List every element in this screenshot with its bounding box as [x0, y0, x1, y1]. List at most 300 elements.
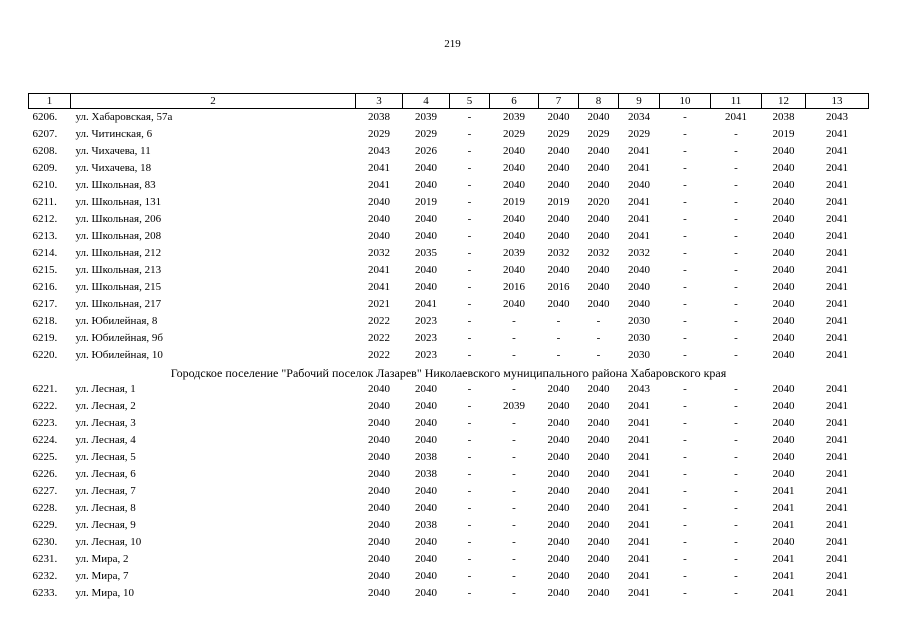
year-cell: 2040: [547, 485, 570, 497]
year-cell: -: [683, 400, 687, 412]
year-cell: -: [596, 315, 601, 327]
year-cell: 2040: [368, 417, 390, 429]
year-cell: 2032: [587, 247, 610, 259]
year-cell: 2040: [628, 264, 650, 276]
year-cell: 2040: [772, 179, 795, 191]
year-cell: -: [467, 434, 472, 446]
year-cell: 2041: [628, 417, 650, 429]
row-number-cell: 6210.: [32, 179, 58, 191]
year-cell: 2041: [826, 485, 848, 497]
year-cell: 2040: [772, 247, 795, 259]
address-cell: ул. Хабаровская, 57а: [75, 111, 173, 123]
year-cell: -: [734, 213, 738, 225]
year-cell: 2040: [587, 570, 610, 582]
year-cell: 2040: [547, 111, 570, 123]
year-cell: -: [734, 247, 738, 259]
year-cell: 2019: [415, 196, 437, 208]
year-cell: -: [512, 349, 516, 361]
year-cell: 2041: [826, 434, 848, 446]
row-number-cell: 6220.: [32, 349, 58, 361]
row-number-cell: 6226.: [32, 468, 58, 480]
row-number-cell: 6228.: [32, 502, 58, 514]
address-cell: ул. Лесная, 7: [75, 485, 136, 497]
year-cell: 2041: [772, 587, 795, 599]
year-cell: 2038: [368, 111, 390, 123]
table-row: [29, 228, 869, 245]
year-cell: -: [467, 315, 472, 327]
row-number-cell: 6224.: [32, 434, 58, 446]
year-cell: 2040: [368, 587, 390, 599]
year-cell: 2023: [415, 315, 437, 327]
address-cell: ул. Лесная, 1: [75, 383, 136, 395]
year-cell: 2040: [587, 553, 610, 565]
year-cell: 2032: [547, 247, 570, 259]
year-cell: 2030: [628, 332, 650, 344]
year-cell: -: [467, 553, 472, 565]
year-cell: -: [467, 536, 472, 548]
year-cell: -: [467, 230, 472, 242]
year-cell: 2039: [415, 111, 437, 123]
year-cell: -: [512, 519, 516, 531]
address-cell: ул. Лесная, 10: [75, 536, 142, 548]
year-cell: 2040: [368, 196, 390, 208]
row-number-cell: 6215.: [32, 264, 58, 276]
year-cell: 2040: [587, 451, 610, 463]
year-cell: 2040: [368, 519, 390, 531]
year-cell: -: [512, 553, 516, 565]
year-cell: 2035: [415, 247, 437, 259]
year-cell: 2040: [772, 400, 795, 412]
year-cell: -: [596, 332, 601, 344]
year-cell: 2040: [547, 553, 570, 565]
year-cell: 2040: [547, 451, 570, 463]
year-cell: 2030: [628, 349, 650, 361]
year-cell: -: [467, 298, 472, 310]
address-cell: ул. Школьная, 213: [75, 264, 162, 276]
year-cell: -: [734, 536, 738, 548]
year-cell: 2040: [368, 502, 390, 514]
year-cell: 2040: [587, 383, 610, 395]
year-cell: 2019: [547, 196, 570, 208]
year-cell: -: [512, 502, 516, 514]
year-cell: 2040: [587, 230, 610, 242]
year-cell: 2023: [415, 332, 437, 344]
year-cell: 2040: [503, 162, 525, 174]
column-header: 1: [29, 94, 71, 109]
year-cell: 2040: [772, 145, 795, 157]
year-cell: -: [683, 485, 687, 497]
year-cell: -: [734, 179, 738, 191]
table-row: [29, 551, 869, 568]
year-cell: 2040: [368, 230, 390, 242]
column-header: 5: [450, 94, 490, 109]
year-cell: -: [683, 587, 687, 599]
year-cell: 2040: [772, 281, 795, 293]
row-number-cell: 6227.: [32, 485, 58, 497]
year-cell: 2041: [772, 502, 795, 514]
year-cell: -: [467, 349, 472, 361]
year-cell: -: [512, 451, 516, 463]
year-cell: -: [734, 230, 738, 242]
year-cell: -: [512, 332, 516, 344]
year-cell: 2020: [587, 196, 610, 208]
address-cell: ул. Школьная, 212: [75, 247, 162, 259]
year-cell: 2040: [587, 298, 610, 310]
column-header: 7: [539, 94, 579, 109]
column-header: 12: [762, 94, 806, 109]
year-cell: 2041: [826, 519, 848, 531]
year-cell: 2041: [725, 111, 747, 123]
row-number-cell: 6229.: [32, 519, 58, 531]
year-cell: 2040: [772, 213, 795, 225]
address-cell: ул. Юбилейная, 10: [75, 349, 163, 361]
year-cell: -: [467, 332, 472, 344]
column-header: 13: [806, 94, 869, 109]
address-cell: ул. Школьная, 131: [75, 196, 162, 208]
year-cell: 2040: [368, 570, 390, 582]
table-row: [29, 126, 869, 143]
year-cell: 2029: [587, 128, 610, 140]
year-cell: 2039: [503, 400, 525, 412]
year-cell: 2039: [503, 111, 525, 123]
year-cell: 2041: [628, 468, 650, 480]
year-cell: -: [683, 162, 687, 174]
column-header: 11: [711, 94, 762, 109]
table-row: [29, 483, 869, 500]
year-cell: 2041: [628, 570, 650, 582]
row-number-cell: 6212.: [32, 213, 58, 225]
table-row: [29, 398, 869, 415]
year-cell: 2041: [826, 349, 848, 361]
address-cell: ул. Школьная, 217: [75, 298, 162, 310]
year-cell: 2041: [628, 400, 650, 412]
year-cell: 2040: [587, 587, 610, 599]
year-cell: -: [683, 111, 687, 123]
table-row: [29, 534, 869, 551]
table-row: [29, 568, 869, 585]
year-cell: -: [512, 587, 516, 599]
year-cell: 2040: [587, 434, 610, 446]
year-cell: -: [683, 502, 687, 514]
page-number: 219: [444, 38, 461, 50]
address-cell: ул. Лесная, 3: [75, 417, 136, 429]
column-header: 8: [579, 94, 619, 109]
year-cell: 2019: [503, 196, 525, 208]
year-cell: 2038: [415, 468, 437, 480]
row-number-cell: 6206.: [32, 111, 58, 123]
table-row: [29, 517, 869, 534]
year-cell: 2041: [628, 502, 650, 514]
year-cell: 2040: [772, 315, 795, 327]
table-row: [29, 585, 869, 602]
year-cell: -: [683, 451, 687, 463]
year-cell: 2040: [415, 230, 437, 242]
year-cell: -: [683, 298, 687, 310]
year-cell: 2040: [415, 553, 437, 565]
table-row: [29, 432, 869, 449]
row-number-cell: 6233.: [32, 587, 58, 599]
year-cell: 2041: [772, 519, 795, 531]
row-number-cell: 6208.: [32, 145, 58, 157]
year-cell: -: [683, 264, 687, 276]
year-cell: -: [734, 349, 738, 361]
year-cell: 2040: [772, 196, 795, 208]
year-cell: 2041: [368, 179, 390, 191]
year-cell: -: [512, 570, 516, 582]
year-cell: 2041: [826, 196, 848, 208]
year-cell: -: [683, 179, 687, 191]
year-cell: 2040: [587, 519, 610, 531]
year-cell: 2041: [826, 247, 848, 259]
column-header: 3: [356, 94, 403, 109]
year-cell: -: [683, 570, 687, 582]
year-cell: 2041: [772, 485, 795, 497]
year-cell: -: [467, 468, 472, 480]
year-cell: 2041: [826, 383, 848, 395]
year-cell: 2040: [368, 400, 390, 412]
year-cell: -: [734, 332, 738, 344]
year-cell: 2040: [368, 536, 390, 548]
header-row: [29, 94, 869, 109]
year-cell: -: [467, 179, 472, 191]
year-cell: 2040: [587, 264, 610, 276]
year-cell: 2040: [772, 162, 795, 174]
year-cell: -: [467, 213, 472, 225]
year-cell: -: [512, 434, 516, 446]
table-row: [29, 262, 869, 279]
year-cell: 2041: [628, 230, 650, 242]
year-cell: 2041: [826, 145, 848, 157]
year-cell: 2019: [772, 128, 795, 140]
address-cell: ул. Лесная, 9: [75, 519, 136, 531]
year-cell: 2040: [503, 298, 525, 310]
year-cell: 2040: [415, 485, 437, 497]
year-cell: 2040: [772, 230, 795, 242]
year-cell: -: [734, 502, 738, 514]
year-cell: -: [556, 349, 561, 361]
year-cell: -: [683, 349, 687, 361]
year-cell: 2040: [503, 145, 525, 157]
year-cell: -: [596, 349, 601, 361]
year-cell: -: [467, 247, 472, 259]
table-row: [29, 415, 869, 432]
year-cell: 2040: [415, 162, 437, 174]
year-cell: 2023: [415, 349, 437, 361]
year-cell: -: [683, 332, 687, 344]
year-cell: 2038: [415, 519, 437, 531]
year-cell: -: [467, 519, 472, 531]
year-cell: -: [734, 128, 738, 140]
year-cell: -: [683, 145, 687, 157]
year-cell: 2040: [503, 213, 525, 225]
year-cell: 2041: [826, 179, 848, 191]
table-row: [29, 143, 869, 160]
row-number-cell: 6232.: [32, 570, 58, 582]
address-cell: ул. Школьная, 208: [75, 230, 162, 242]
year-cell: 2040: [415, 570, 437, 582]
year-cell: 2040: [587, 145, 610, 157]
year-cell: -: [683, 196, 687, 208]
year-cell: 2041: [628, 451, 650, 463]
year-cell: 2041: [628, 434, 650, 446]
year-cell: 2040: [368, 468, 390, 480]
year-cell: -: [734, 485, 738, 497]
year-cell: 2041: [826, 468, 848, 480]
year-cell: -: [734, 587, 738, 599]
year-cell: 2041: [826, 553, 848, 565]
year-cell: 2041: [415, 298, 437, 310]
year-cell: 2040: [772, 468, 795, 480]
address-cell: ул. Читинская, 6: [75, 128, 153, 140]
year-cell: 2040: [772, 349, 795, 361]
table-row: [29, 109, 869, 127]
year-cell: -: [734, 145, 738, 157]
year-cell: 2041: [628, 196, 650, 208]
year-cell: 2041: [826, 400, 848, 412]
row-number-cell: 6207.: [32, 128, 58, 140]
year-cell: 2040: [772, 417, 795, 429]
year-cell: -: [512, 468, 516, 480]
row-number-cell: 6230.: [32, 536, 58, 548]
year-cell: 2022: [368, 349, 390, 361]
address-cell: ул. Мира, 7: [75, 570, 129, 582]
year-cell: 2032: [628, 247, 650, 259]
year-cell: 2040: [587, 536, 610, 548]
year-cell: 2041: [368, 162, 390, 174]
year-cell: 2040: [415, 281, 437, 293]
year-cell: 2040: [415, 417, 437, 429]
year-cell: 2040: [415, 587, 437, 599]
address-cell: ул. Лесная, 6: [75, 468, 136, 480]
year-cell: 2040: [415, 400, 437, 412]
year-cell: -: [734, 162, 738, 174]
year-cell: -: [512, 485, 516, 497]
year-cell: -: [734, 281, 738, 293]
year-cell: 2040: [368, 213, 390, 225]
row-number-cell: 6213.: [32, 230, 58, 242]
table-row: [29, 381, 869, 398]
year-cell: 2040: [415, 383, 437, 395]
year-cell: 2041: [826, 213, 848, 225]
table-row: [29, 194, 869, 211]
address-cell: ул. Мира, 10: [75, 587, 135, 599]
year-cell: 2040: [772, 264, 795, 276]
year-cell: 2016: [503, 281, 525, 293]
year-cell: 2040: [368, 451, 390, 463]
year-cell: 2022: [368, 315, 390, 327]
year-cell: 2041: [826, 451, 848, 463]
year-cell: -: [683, 213, 687, 225]
year-cell: 2041: [826, 264, 848, 276]
year-cell: -: [734, 298, 738, 310]
year-cell: 2041: [628, 213, 650, 225]
year-cell: 2041: [826, 417, 848, 429]
year-cell: 2040: [415, 536, 437, 548]
row-number-cell: 6216.: [32, 281, 58, 293]
year-cell: -: [467, 145, 472, 157]
year-cell: 2029: [368, 128, 390, 140]
year-cell: -: [734, 553, 738, 565]
year-cell: -: [467, 502, 472, 514]
year-cell: 2040: [547, 264, 570, 276]
address-cell: ул. Лесная, 4: [75, 434, 136, 446]
year-cell: 2040: [587, 502, 610, 514]
year-cell: 2040: [415, 213, 437, 225]
table-row: [29, 347, 869, 364]
table-row: [29, 330, 869, 347]
year-cell: 2040: [547, 434, 570, 446]
year-cell: 2041: [628, 587, 650, 599]
year-cell: 2040: [547, 536, 570, 548]
year-cell: -: [512, 536, 516, 548]
address-cell: ул. Лесная, 8: [75, 502, 136, 514]
year-cell: -: [683, 230, 687, 242]
year-cell: -: [683, 434, 687, 446]
column-header: 10: [660, 94, 711, 109]
year-cell: -: [467, 111, 472, 123]
year-cell: -: [734, 570, 738, 582]
year-cell: -: [683, 383, 687, 395]
table-body-second: [29, 381, 869, 602]
year-cell: 2022: [368, 332, 390, 344]
table-row: [29, 211, 869, 228]
row-number-cell: 6209.: [32, 162, 58, 174]
table-row: [29, 160, 869, 177]
address-cell: ул. Лесная, 2: [75, 400, 136, 412]
year-cell: -: [734, 519, 738, 531]
year-cell: 2040: [368, 383, 390, 395]
row-number-cell: 6217.: [32, 298, 58, 310]
year-cell: 2041: [628, 162, 650, 174]
year-cell: 2041: [826, 587, 848, 599]
year-cell: -: [467, 128, 472, 140]
year-cell: -: [467, 196, 472, 208]
year-cell: 2039: [503, 247, 525, 259]
year-cell: 2038: [415, 451, 437, 463]
table-row: [29, 449, 869, 466]
year-cell: 2029: [628, 128, 650, 140]
year-cell: 2029: [415, 128, 437, 140]
row-number-cell: 6214.: [32, 247, 58, 259]
year-cell: -: [467, 417, 472, 429]
year-cell: 2040: [547, 162, 570, 174]
year-cell: -: [467, 587, 472, 599]
row-number-cell: 6211.: [32, 196, 57, 208]
year-cell: -: [467, 451, 472, 463]
year-cell: -: [734, 264, 738, 276]
year-cell: -: [683, 553, 687, 565]
year-cell: 2040: [628, 281, 650, 293]
year-cell: 2040: [772, 298, 795, 310]
year-cell: 2040: [772, 434, 795, 446]
year-cell: -: [683, 519, 687, 531]
year-cell: -: [734, 417, 738, 429]
year-cell: -: [467, 162, 472, 174]
year-cell: 2030: [628, 315, 650, 327]
year-cell: -: [683, 417, 687, 429]
year-cell: -: [734, 383, 738, 395]
year-cell: 2041: [826, 536, 848, 548]
year-cell: -: [556, 332, 561, 344]
year-cell: 2040: [772, 451, 795, 463]
year-cell: -: [683, 128, 687, 140]
address-cell: ул. Школьная, 206: [75, 213, 162, 225]
section-heading: Городское поселение "Рабочий поселок Лазарев" Николаевского муниципального района Хабаровского края: [170, 366, 727, 380]
year-cell: 2026: [415, 145, 437, 157]
address-cell: ул. Школьная, 83: [75, 179, 156, 191]
year-cell: 2041: [826, 502, 848, 514]
table-row: [29, 279, 869, 296]
